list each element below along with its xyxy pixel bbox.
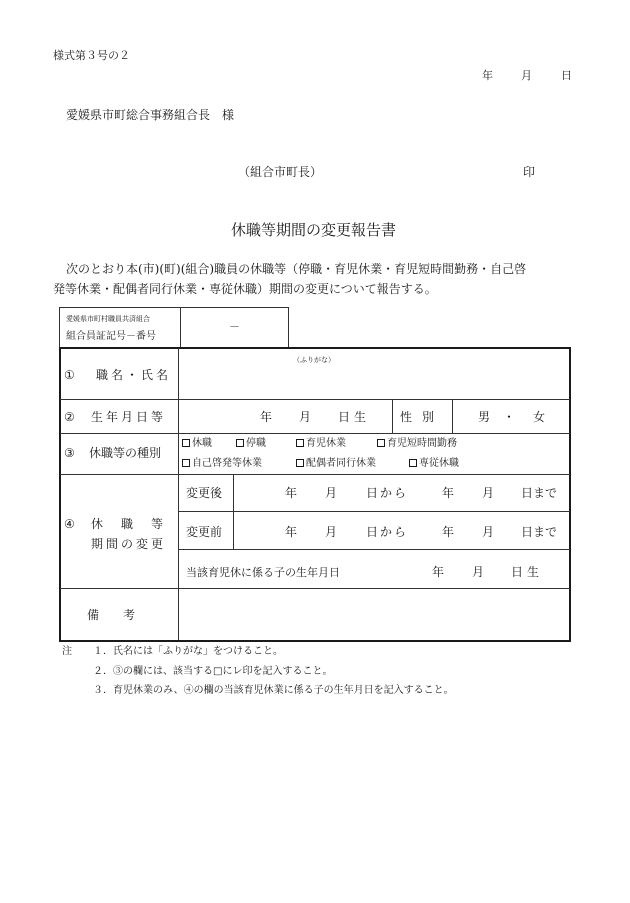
kind-option-ikuji[interactable] (296, 439, 346, 449)
period-after-from-month: 月 (325, 486, 338, 500)
row-period-number: ④ (64, 517, 75, 531)
member-number-label-bottom: 組合員証記号－番号 (66, 331, 156, 342)
period-before-from-day: 日から (366, 525, 409, 539)
checkbox-icon (182, 459, 190, 467)
period-after-from-year: 年 (285, 486, 298, 500)
birth-month-label: 月 (299, 410, 312, 424)
checkbox-icon (182, 439, 190, 447)
period-before-to-month: 月 (482, 525, 495, 539)
kind-option-label: 専従休職 (419, 458, 459, 469)
kind-option-label: 育児短時間勤務 (387, 438, 457, 449)
checkbox-icon (377, 439, 385, 447)
date-day-label: 日 (561, 69, 572, 82)
note-item-2: ２．③の欄には、該当する□にレ印を記入すること。 (93, 666, 333, 677)
kind-option-label: 停職 (246, 438, 266, 449)
period-before-from-month: 月 (325, 525, 338, 539)
period-after-from-day: 日から (366, 486, 409, 500)
kind-option-label: 自己啓発等休業 (192, 458, 262, 469)
row-remarks-label: 備 考 (87, 608, 136, 622)
gender-separator: ・ (503, 410, 516, 424)
intro-line-1: 次のとおり本(市)(町)(組合)職員の休職等（停職・育児休業・育児短時間勤務・自己啓 (66, 262, 527, 276)
remarks-field[interactable] (182, 593, 564, 637)
row-kind-label: 休職等の種別 (89, 446, 162, 460)
row-period-label-line-2: 期間の変更 (91, 537, 167, 551)
date-year-label: 年 (482, 69, 493, 82)
gender-male[interactable]: 男 (478, 410, 491, 424)
birth-year-label: 年 (260, 410, 273, 424)
furigana-label: （ふりがな） (293, 356, 335, 364)
period-after-to-month: 月 (482, 486, 495, 500)
kind-option-label: 配偶者同行休業 (306, 458, 376, 469)
date-month-label: 月 (521, 69, 532, 82)
child-birthdate-label: 当該育児休に係る子の生年月日 (186, 566, 340, 579)
period-before-label: 変更前 (186, 525, 223, 539)
addressee: 愛媛県市町総合事務組合長 様 (66, 108, 235, 122)
row-kind-number: ③ (64, 446, 75, 460)
row-period-label-line-1: 休 職 等 (91, 517, 167, 531)
row-birth-label: 生年月日等 (91, 410, 167, 424)
gender-label: 性別 (400, 410, 445, 424)
row-name-number: ① (64, 368, 75, 382)
checkbox-icon (236, 439, 244, 447)
notes-prefix: 注 (62, 646, 72, 657)
period-after-to-year: 年 (442, 486, 455, 500)
note-item-1: １．氏名には「ふりがな」をつけること。 (93, 646, 283, 657)
period-before-to-day: 日まで (521, 525, 558, 539)
birth-day-label: 日生 (338, 410, 371, 424)
checkbox-icon (296, 439, 304, 447)
kind-option-haigusha[interactable] (296, 459, 376, 469)
member-number-label-top: 愛媛県市町村職員共済組合 (66, 315, 150, 323)
form-number: 様式第３号の２ (53, 49, 130, 62)
kind-option-jiko-keihatsu[interactable] (182, 459, 262, 469)
kind-option-teishoku[interactable] (236, 439, 266, 449)
period-after-label: 変更後 (186, 486, 223, 500)
applicant-label: （組合市町長） (238, 165, 323, 179)
checkbox-icon (296, 459, 304, 467)
document-title: 休職等期間の変更報告書 (231, 221, 397, 239)
note-item-3: ３．育児休業のみ、④の欄の当該育児休業に係る子の生年月日を記入すること。 (93, 685, 454, 696)
gender-female[interactable]: 女 (533, 410, 546, 424)
intro-line-2: 発等休業・配偶者同行休業・専従休職）期間の変更について報告する。 (53, 282, 437, 296)
row-name-label: 職名・氏名 (96, 368, 172, 382)
child-birth-day: 日生 (511, 565, 544, 579)
kind-option-kyushoku[interactable] (182, 439, 212, 449)
name-field[interactable] (182, 368, 562, 394)
child-birth-year: 年 (432, 565, 445, 579)
kind-option-label: 育児休業 (306, 438, 346, 449)
seal-label: 印 (523, 165, 536, 179)
checkbox-icon (409, 459, 417, 467)
row-birth-number: ② (64, 410, 75, 424)
period-before-to-year: 年 (442, 525, 455, 539)
kind-option-label: 休職 (192, 438, 212, 449)
kind-option-senju[interactable] (409, 459, 459, 469)
period-after-to-day: 日まで (521, 486, 558, 500)
member-number-value[interactable]: － (229, 320, 240, 333)
period-before-from-year: 年 (285, 525, 298, 539)
child-birth-month: 月 (472, 565, 485, 579)
kind-option-ikuji-tanjikan[interactable] (377, 439, 457, 449)
